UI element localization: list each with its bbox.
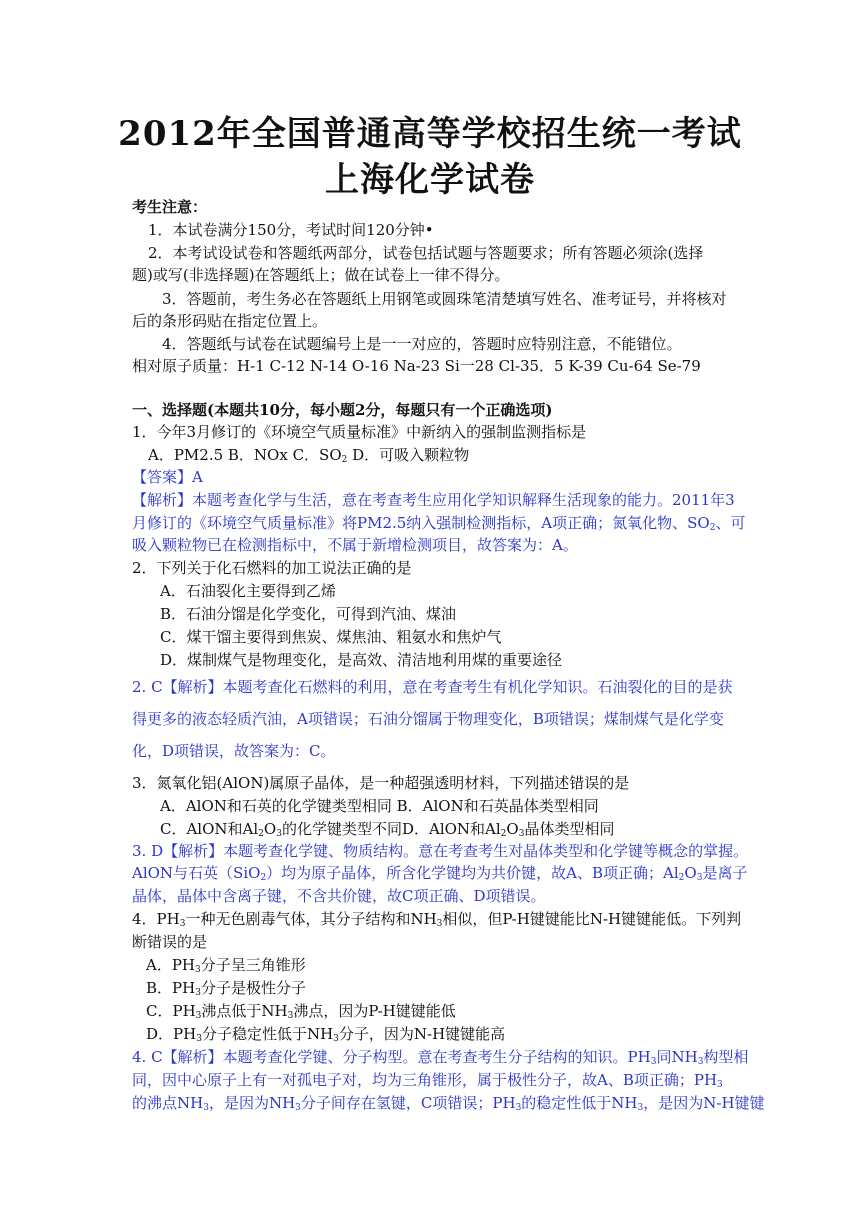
exam-subtitle: 上海化学试卷 (325, 160, 535, 200)
atomic-mass-line: 相对原子质量：H-1 C-12 N-14 O-16 Na-23 Si一28 Cl-35．5 K-39 Cu-64 Se-79 (132, 357, 701, 375)
question-2-option-b: B．石油分馏是化学变化，可得到汽油、煤油 (160, 605, 457, 623)
notice-item-3b: 后的条形码贴在指定位置上。 (132, 312, 328, 330)
question-2-explanation-2: 得更多的液态轻质汽油，A项错误；石油分馏属于物理变化，B项错误；煤制煤气是化学变 (132, 710, 724, 728)
question-4-option-a: A．$PH_3$分子呈三角锥形 (146, 956, 306, 975)
question-2-option-a: A．石油裂化主要得到乙烯 (160, 582, 336, 600)
notice-item-1: 1．本试卷满分150分，考试时间120分钟• (148, 221, 434, 239)
question-4-option-d: D．$PH_3$分子稳定性低于$NH_3$分子，因为N-H键键能高 (146, 1025, 506, 1044)
question-4-explanation-1: 4. C【解析】本题考查化学键、分子构型。意在考查考生分子结构的知识。$PH_3$同$NH_3$构型相 (132, 1048, 749, 1067)
notice-heading: 考生注意： (132, 198, 208, 216)
question-2-option-d: D．煤制煤气是物理变化，是高效、清洁地利用煤的重要途径 (160, 651, 563, 669)
question-1-explanation-2: 月修订的《环境空气质量标准》将PM2.5纳入强制检测指标，A项正确；氮氧化物、$SO_2$、可 (132, 514, 746, 533)
question-4-line-2: 断错误的是 (132, 933, 208, 951)
question-4-option-b: B．$PH_3$分子是极性分子 (146, 979, 306, 998)
question-1: 1．今年3月修订的《环境空气质量标准》中新纳入的强制监测指标是 (132, 423, 587, 441)
notice-item-2b: 题)或写(非选择题)在答题纸上；做在试卷上一律不得分。 (132, 266, 510, 284)
question-2-option-c: C．煤干馏主要得到焦炭、煤焦油、粗氨水和焦炉气 (160, 628, 502, 646)
question-3-options-ab: A．AlON和石英的化学键类型相同 B．AlON和石英晶体类型相同 (160, 797, 599, 815)
question-2: 2．下列关于化石燃料的加工说法正确的是 (132, 559, 412, 577)
question-3-explanation-3: 晶体，晶体中含离子键，不含共价键，故C项正确、D项错误。 (132, 887, 546, 905)
question-2-explanation-1: 2. C【解析】本题考查化石燃料的利用，意在考查考生有机化学知识。石油裂化的目的是获 (132, 678, 733, 696)
question-1-answer: 【答案】A (132, 468, 203, 486)
question-4-line-1: 4．$PH_3$一种无色剧毒气体，其分子结构和$NH_3$相似，但P-H键键能比N-H键键能低。下列判 (132, 910, 742, 929)
exam-title: 2012年全国普通高等学校招生统一考试 (118, 114, 742, 154)
question-1-explanation-3: 吸入颗粒物已在检测指标中，不属于新增检测项目，故答案为：A。 (132, 536, 578, 554)
section-heading: 一、选择题(本题共10分，每小题2分，每题只有一个正确选项) (132, 401, 553, 419)
question-4-explanation-3: 的沸点$NH_3$，是因为$NH_3$分子间存在氢键，C项错误；$PH_3$的稳定性低于$NH_3$，是因为N-H键键 (132, 1094, 765, 1113)
question-3-explanation-2: AlON与石英（SiO$_2$）均为原子晶体，所含化学键均为共价键，故A、B项正确；$Al_2O_3$是离子 (132, 864, 748, 883)
question-3-options-cd: C．AlON和$Al_2O_3$的化学键类型不同D．AlON和$Al_2O_3$晶体类型相同 (160, 820, 615, 839)
question-4-explanation-2: 同，因中心原子上有一对孤电子对，均为三角锥形，属于极性分子，故A、B项正确；$PH_3$ (132, 1071, 723, 1090)
question-1-options: A．PM2.5 B．NOx C．$SO_2$ D．可吸入颗粒物 (148, 446, 470, 465)
notice-item-2a: 2．本考试设试卷和答题纸两部分，试卷包括试题与答题要求；所有答题必须涂(选择 (148, 244, 704, 262)
question-2-explanation-3: 化，D项错误，故答案为：C。 (132, 742, 336, 760)
question-3: 3．氮氧化铝(AlON)属原子晶体，是一种超强透明材料，下列描述错误的是 (132, 774, 630, 792)
notice-item-3a: 3．答题前，考生务必在答题纸上用钢笔或圆珠笔清楚填写姓名、准考证号，并将核对 (162, 290, 727, 308)
notice-item-4: 4．答题纸与试卷在试题编号上是一一对应的，答题时应特别注意，不能错位。 (162, 335, 682, 353)
question-1-explanation-1: 【解析】本题考查化学与生活，意在考查考生应用化学知识解释生活现象的能力。2011年3 (132, 491, 735, 509)
question-4-option-c: C．$PH_3$沸点低于$NH_3$沸点，因为P-H键键能低 (146, 1002, 456, 1021)
question-3-explanation-1: 3. D【解析】本题考查化学键、物质结构。意在考查考生对晶体类型和化学键等概念的掌握。 (132, 842, 749, 860)
